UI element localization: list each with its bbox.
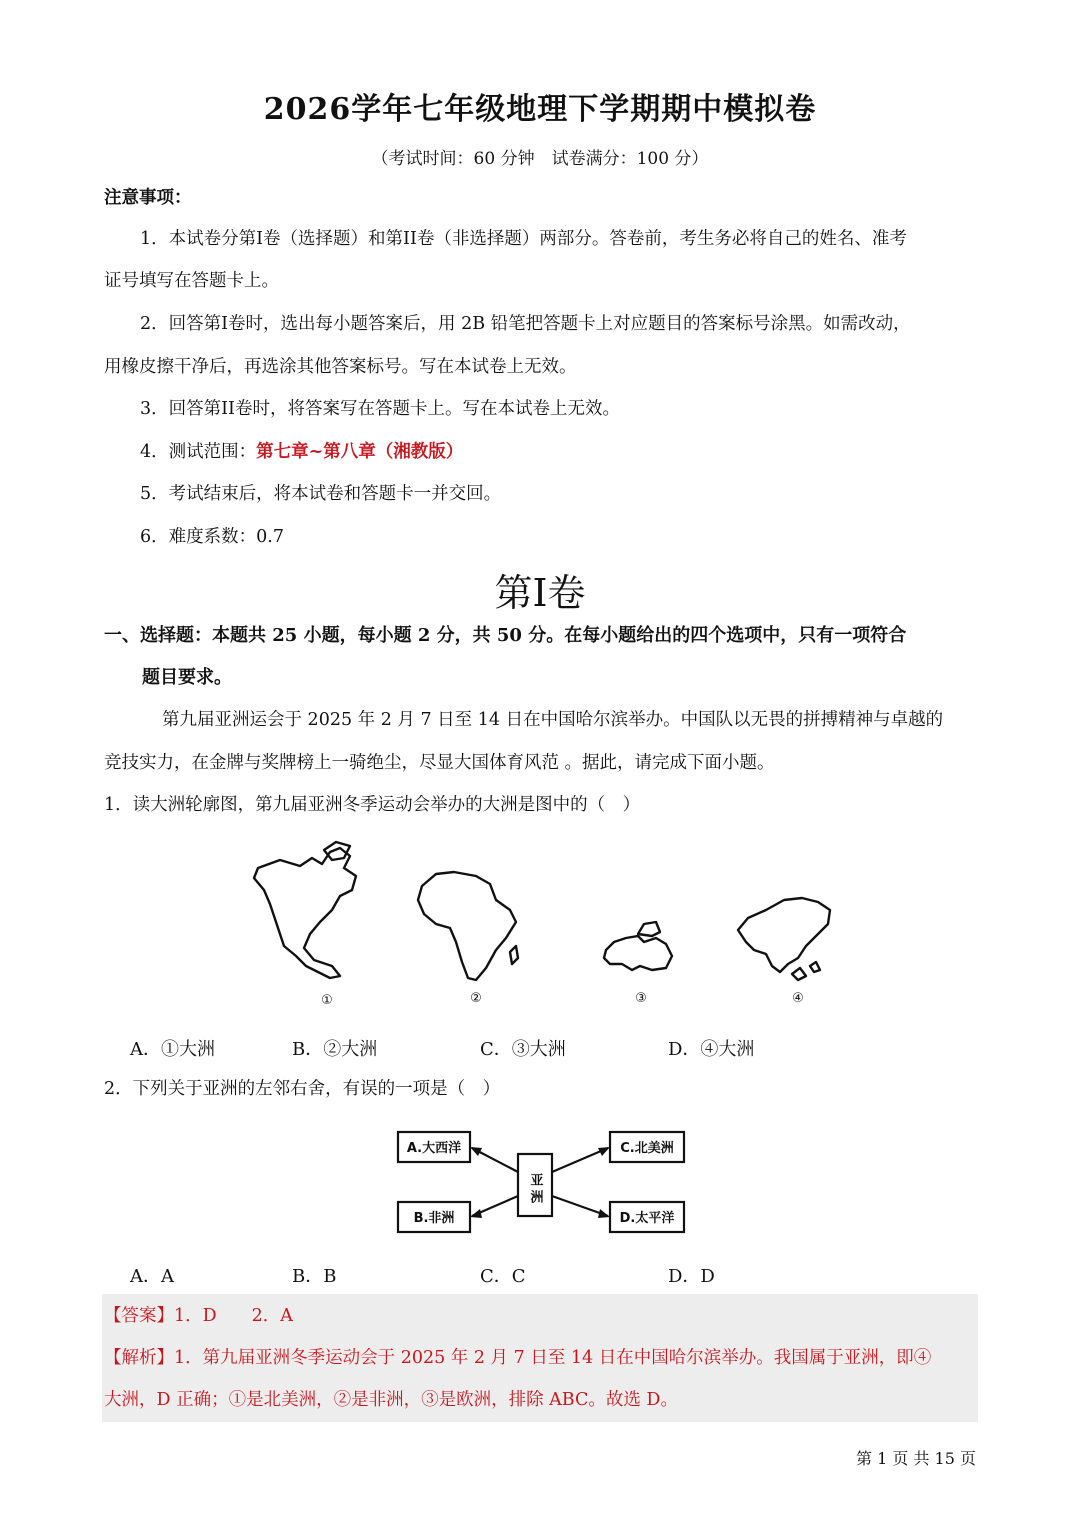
center-label: 亚洲 bbox=[527, 1173, 543, 1207]
asia-neighbors-diagram bbox=[392, 1124, 690, 1240]
q1-option-b: B．②大洲 bbox=[292, 1039, 378, 1060]
answer-line bbox=[104, 1295, 293, 1337]
map-label-2: ② bbox=[470, 991, 482, 1006]
europe-outline bbox=[604, 936, 672, 970]
notice-item-1a: 1．本试卷分第I卷（选择题）和第II卷（非选择题）两部分。答卷前，考生务必将自己的姓名、准考 bbox=[140, 229, 907, 249]
arrowhead-c bbox=[598, 1147, 610, 1156]
notice-item-5: 5．考试结束后，将本试卷和答题卡一并交回。 bbox=[140, 484, 502, 504]
box-b-label: B.非洲 bbox=[413, 1211, 455, 1226]
africa-outline bbox=[418, 872, 516, 980]
q2-option-c: C．C bbox=[480, 1266, 526, 1287]
intro-line-b: 竞技实力，在金牌与奖牌榜上一骑绝尘，尽显大国体育风范 。据此，请完成下面小题。 bbox=[104, 753, 775, 773]
notice-item-4-label: 4．测试范围： bbox=[140, 442, 257, 462]
intro-line-a: 第九届亚洲运会于 2025 年 2 月 7 日至 14 日在中国哈尔滨举办。中国队以无畏的拼搏精神与卓越的 bbox=[162, 710, 944, 730]
analysis-label: 【解析】 bbox=[104, 1348, 174, 1368]
answer-text: 1．D 2．A bbox=[174, 1306, 293, 1326]
section-heading-b: 题目要求。 bbox=[142, 667, 232, 688]
map-label-1: ① bbox=[321, 993, 333, 1008]
q2-option-d: D．D bbox=[668, 1266, 715, 1287]
page-number: 第 1 页 共 15 页 bbox=[856, 1449, 976, 1468]
madagascar-outline bbox=[510, 946, 518, 964]
q2-stem: 2．下列关于亚洲的左邻右舍，有误的一项是（ ） bbox=[104, 1079, 501, 1099]
answer-label: 【答案】 bbox=[104, 1306, 174, 1326]
page-title: 2026学年七年级地理下学期期中模拟卷 bbox=[263, 92, 817, 127]
arrow-line-c bbox=[552, 1148, 608, 1172]
map-label-4: ④ bbox=[792, 991, 804, 1006]
q1-option-c: C．③大洲 bbox=[480, 1039, 566, 1060]
exam-info: （考试时间：60 分钟 试卷满分：100 分） bbox=[371, 149, 709, 169]
test-scope: 第七章~第八章（湘教版） bbox=[256, 442, 464, 462]
notice-item-3: 3．回答第II卷时，将答案写在答题卡上。写在本试卷上无效。 bbox=[140, 399, 620, 419]
arrowhead-b bbox=[470, 1209, 482, 1218]
analysis-text-a: 1．第九届亚洲冬季运动会于 2025 年 2 月 7 日至 14 日在中国哈尔滨举办。我国属于亚洲，即④ bbox=[174, 1348, 932, 1368]
notice-item-2a: 2．回答第I卷时，选出每小题答案后，用 2B 铅笔把答题卡上对应题目的答案标号涂黑。如需改动， bbox=[140, 314, 911, 334]
section-heading-a: 一、选择题：本题共 25 小题，每小题 2 分，共 50 分。在每小题给出的四个选项中，只有一项符合 bbox=[104, 625, 907, 646]
continent-outline-map bbox=[240, 838, 840, 1013]
q1-stem: 1．读大洲轮廓图，第九届亚洲冬季运动会举办的大洲是图中的（ ） bbox=[104, 795, 641, 815]
arrowhead-a bbox=[470, 1147, 482, 1156]
notice-item-1b: 证号填写在答题卡上。 bbox=[104, 271, 279, 291]
box-c-label: C.北美洲 bbox=[620, 1141, 674, 1156]
notice-item-4 bbox=[140, 431, 463, 473]
box-d-label: D.太平洋 bbox=[619, 1211, 675, 1226]
analysis-line-a bbox=[104, 1337, 931, 1379]
scandinavia-outline bbox=[638, 922, 660, 936]
q1-option-a: A．①大洲 bbox=[130, 1039, 215, 1060]
q2-option-a: A．A bbox=[130, 1266, 174, 1287]
box-a-label: A.大西洋 bbox=[406, 1141, 462, 1156]
q2-option-b: B．B bbox=[292, 1266, 337, 1287]
arrowhead-d bbox=[598, 1209, 610, 1218]
analysis-line-b: 大洲，D 正确；①是北美洲，②是非洲，③是欧洲，排除 ABC。故选 D。 bbox=[104, 1390, 678, 1410]
north-america-outline bbox=[254, 848, 356, 978]
volume-title: 第I卷 bbox=[494, 571, 586, 615]
notice-item-6: 6．难度系数：0.7 bbox=[140, 527, 284, 547]
q1-option-d: D．④大洲 bbox=[668, 1039, 755, 1060]
notice-item-2b: 用橡皮擦干净后，再选涂其他答案标号。写在本试卷上无效。 bbox=[104, 357, 577, 377]
map-label-3: ③ bbox=[635, 991, 647, 1006]
asia-islands-outline bbox=[792, 962, 820, 980]
notice-heading: 注意事项： bbox=[104, 188, 192, 208]
